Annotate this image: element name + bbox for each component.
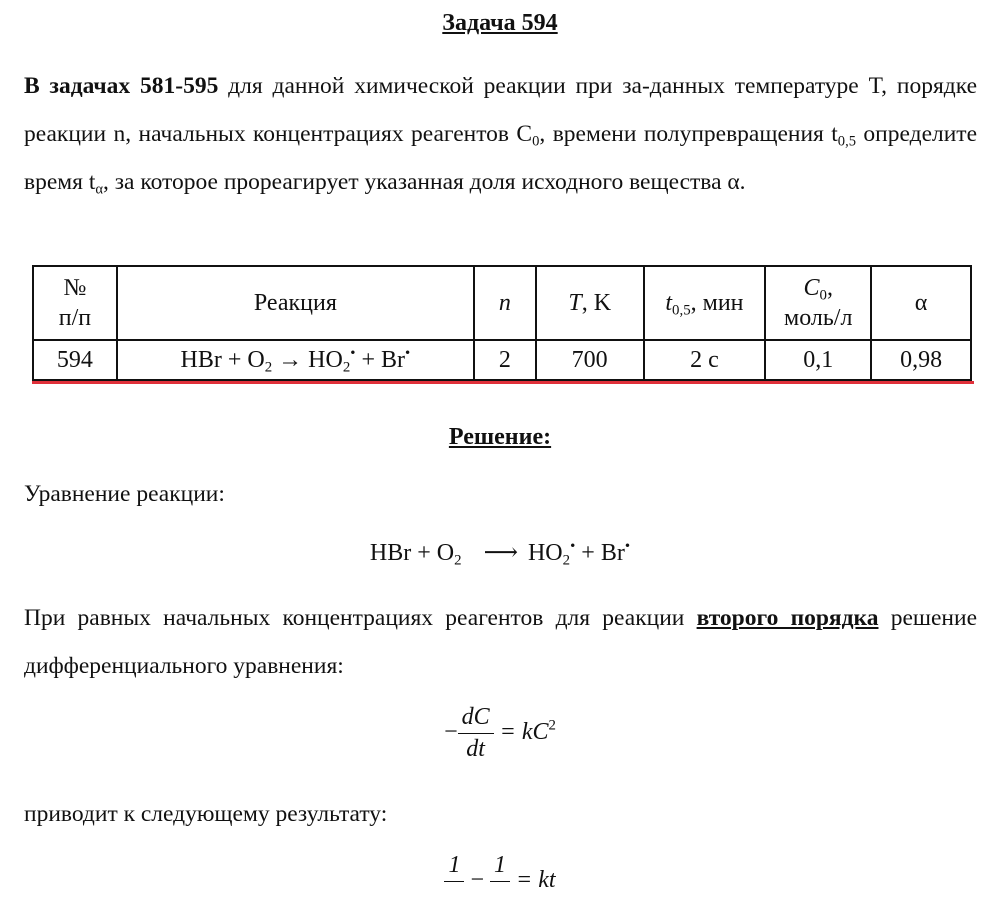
result-equation: 1 − 1 = kt — [0, 852, 1000, 911]
header-reaction: Реакция — [117, 266, 474, 340]
second-order-paragraph: При равных начальных концентрациях реагентов для реакции второго порядка решение дифференциального уравнения: — [24, 605, 978, 679]
reaction-equation: HBr + $O_2$ ⟶ $HO_2^• + Br^•$ — [369, 538, 631, 569]
header-temperature: T, K — [536, 266, 644, 340]
dc-dt-fraction: $\frac{dC}{dt}$ — [458, 704, 494, 763]
reaction-arrow: ⟶ — [483, 540, 518, 566]
cell-order: 2 — [474, 340, 536, 380]
task-statement: В задачах 581-595 для данной химической реакции при за-данных температуре T, порядке реакции n, начальных концентрациях реагентов $C_0$, времени полупревращения $t_{0,5}$ определите время $t_\alpha$, за которое прореагирует указанная доля исходного вещества α. — [24, 73, 978, 198]
header-num: № п/п — [33, 266, 117, 340]
header-alpha: α — [871, 266, 971, 340]
cell-concentration: 0,1 — [765, 340, 871, 380]
header-concentration: $C_0$, моль/л — [765, 266, 871, 340]
cell-reaction: HBr + $O_2 \to HO_2^• + Br^•$ — [117, 340, 474, 380]
differential-equation: − $\frac{dC}{dt}$ = $kC^2$ — [444, 704, 556, 762]
result-label: приводит к следующему результату: — [24, 801, 388, 827]
task-table — [32, 265, 972, 381]
table-row — [33, 340, 971, 380]
cell-alpha: 0,98 — [871, 340, 971, 380]
table-header-row — [33, 266, 971, 340]
reaction-label: Уравнение реакции: — [24, 481, 225, 507]
solution-title: Решение: — [448, 424, 552, 450]
header-order: n — [474, 266, 536, 340]
task-title: Задача 594 — [442, 10, 558, 36]
second-order-term: второго порядка — [696, 605, 879, 631]
cell-half-time: 2 с — [644, 340, 766, 380]
task-range: В задачах 581-595 — [24, 73, 219, 99]
header-half-time: $t_{0,5}$, мин — [644, 266, 766, 340]
cell-num: 594 — [33, 340, 117, 380]
cell-temperature: 700 — [536, 340, 644, 380]
red-underline — [32, 381, 974, 384]
